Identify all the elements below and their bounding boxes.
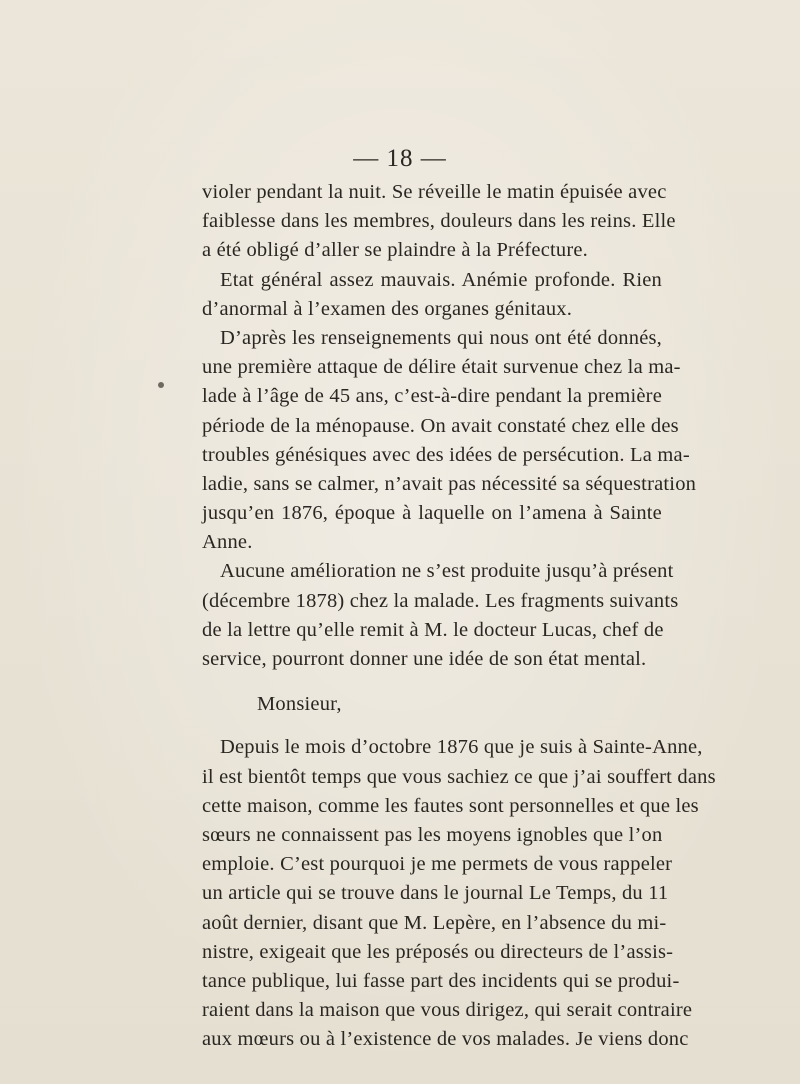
- text-line: une première attaque de délire était survenue chez la ma-: [202, 356, 681, 379]
- text-line: sœurs ne connaissent pas les moyens ignobles que l’on: [202, 823, 663, 846]
- text-line: Etat général assez mauvais. Anémie profonde. Rien: [220, 268, 662, 291]
- ink-spot: [158, 382, 164, 388]
- text-line: août dernier, disant que M. Lepère, en l’absence du mi-: [202, 911, 667, 934]
- page-number: — 18 —: [353, 145, 447, 172]
- text-line: faiblesse dans les membres, douleurs dans les reins. Elle: [202, 210, 676, 233]
- text-line: (décembre 1878) chez la malade. Les fragments suivants: [202, 589, 679, 612]
- text-line: tance publique, lui fasse part des incidents qui se produi-: [202, 969, 680, 992]
- text-line: service, pourront donner une idée de son état mental.: [202, 648, 647, 670]
- text-line: ladie, sans se calmer, n’avait pas nécessité sa séquestration: [202, 472, 697, 495]
- text-line: emploie. C’est pourquoi je me permets de vous rappeler: [202, 853, 673, 876]
- text-line: lade à l’âge de 45 ans, c’est-à-dire pendant la première: [202, 385, 662, 408]
- text-line: nistre, exigeait que les préposés ou directeurs de l’assis-: [202, 940, 674, 963]
- text-line: cette maison, comme les fautes sont personnelles et que les: [202, 794, 699, 817]
- text-line: raient dans la maison que vous dirigez, qui serait contraire: [202, 999, 693, 1022]
- body-text: [202, 178, 716, 1054]
- text-line: d’anormal à l’examen des organes génitaux.: [202, 297, 573, 320]
- text-line: un article qui se trouve dans le journal Le Temps, du 11: [202, 882, 669, 905]
- text-line: troubles génésiques avec des idées de persécution. La ma-: [202, 443, 690, 466]
- text-line: Aucune amélioration ne s’est produite jusqu’à présent: [220, 560, 674, 583]
- text-line: D’après les renseignements qui nous ont été donnés,: [220, 326, 662, 349]
- text-line: aux mœurs ou à l’existence de vos malades. Je viens donc: [202, 1028, 689, 1051]
- text-line: période de la ménopause. On avait constaté chez elle des: [202, 414, 679, 437]
- text-line: Monsieur,: [257, 693, 342, 716]
- text-line: violer pendant la nuit. Se réveille le matin épuisée avec: [202, 181, 667, 203]
- text-line: de la lettre qu’elle remit à M. le docteur Lucas, chef de: [202, 618, 664, 641]
- text-line: jusqu’en 1876, époque à laquelle on l’amena à Sainte: [202, 502, 662, 525]
- text-line: Depuis le mois d’octobre 1876 que je suis à Sainte-Anne,: [220, 736, 703, 759]
- text-line: il est bientôt temps que vous sachiez ce que j’ai souffert dans: [202, 765, 716, 788]
- text-line: a été obligé d’aller se plaindre à la Préfecture.: [202, 239, 589, 262]
- text-line: Anne.: [202, 531, 253, 554]
